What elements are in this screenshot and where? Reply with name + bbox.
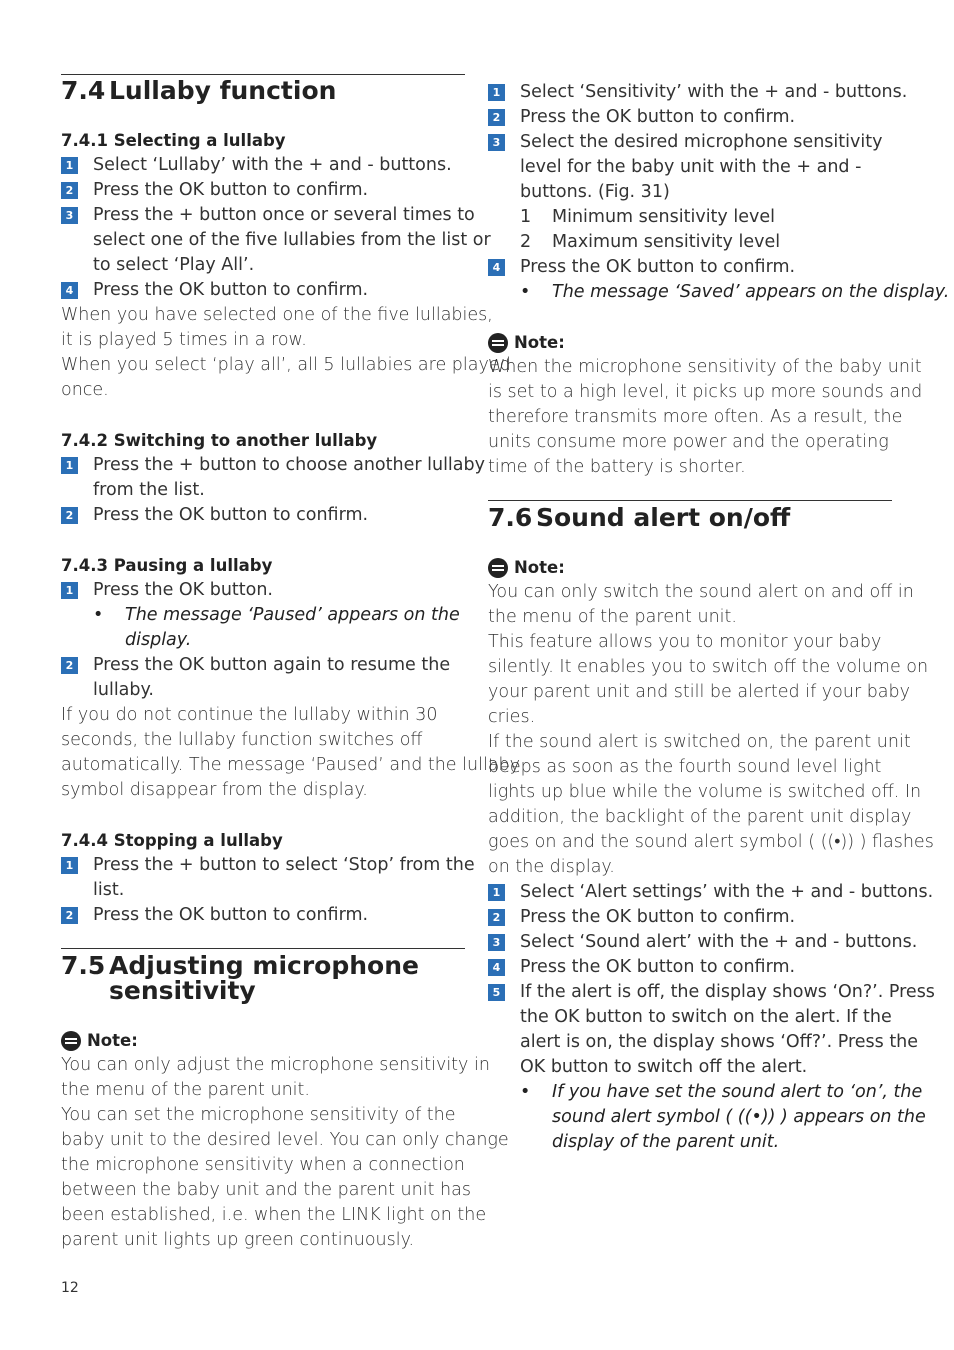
note-heading [61,1028,465,1053]
step-number-badge: 3 [61,207,78,224]
paragraph-line: parent unit lights up green continuously. [61,1230,415,1250]
step-text: Select ‘Sensitivity’ with the + and - buttons. [520,82,908,102]
paragraph-line: You can set the microphone sensitivity of the [61,1105,456,1125]
step-text: Press the OK button to confirm. [520,107,796,127]
step-text: level for the baby unit with the + and - [520,157,862,177]
step-text: select one of the five lullabies from the list or [93,230,491,250]
bullet-item [488,280,950,305]
step-text: If the alert is off, the display shows ‘On?’. Press [520,982,935,1002]
note-label: Note: [514,558,565,577]
paragraph-line: beeps as soon as the fourth sound level light [488,757,882,777]
step-text: buttons. (Fig. 31) [520,182,670,202]
step-item [61,278,465,303]
step-number-badge: 1 [61,157,78,174]
bullet-dot: • [520,1082,531,1102]
step-text: Press the OK button to confirm. [93,280,369,300]
paragraph-line: If you do not continue the lullaby within 30 [61,705,438,725]
bullet-text: If you have set the sound alert to ‘on’, the [552,1082,923,1102]
paragraph-line: You can only adjust the microphone sensitivity in [61,1055,490,1075]
section-rule [61,948,465,949]
step-text: the OK button to switch on the alert. If the [520,1007,892,1027]
step-text: from the list. [93,480,205,500]
step-number-badge: 1 [61,457,78,474]
bullet-dot: • [93,605,104,625]
step-item [488,980,935,1080]
step-text: OK button to switch off the alert. [520,1057,808,1077]
step-number-badge: 1 [488,884,505,901]
note-heading [488,555,892,580]
bullet-dot: • [520,282,531,302]
section-title-line: Adjusting microphone [109,951,419,980]
subsection-heading-7-4-4: 7.4.4 Stopping a lullaby [61,831,283,850]
step-item [488,905,892,930]
paragraph-line: goes on and the sound alert symbol ( ((•)) ) flashes [488,832,934,852]
step-text: to select ‘Play All’. [93,255,255,275]
step-item [61,153,465,178]
section-heading-7-4 [61,78,465,103]
paragraph-line: been established, i.e. when the LINK light on the [61,1205,487,1225]
step-item [488,955,892,980]
paragraph-line: When you have selected one of the five lullabies, [61,305,493,325]
paragraph-line: automatically. The message ‘Paused’ and the lullaby [61,755,521,775]
step-number-badge: 2 [61,657,78,674]
step-text: Press the OK button to confirm. [520,907,796,927]
paragraph-line: This feature allows you to monitor your baby [488,632,882,652]
paragraph-line: between the baby unit and the parent unit has [61,1180,471,1200]
paragraph-line: the menu of the parent unit. [488,607,737,627]
bullet-text: The message ‘Paused’ appears on the [125,605,460,625]
step-text: Press the OK button to confirm. [93,505,369,525]
paragraph-line: units consume more power and the operating [488,432,889,452]
step-text: Select ‘Sound alert’ with the + and - buttons. [520,932,918,952]
step-text: Press the OK button to confirm. [93,905,369,925]
step-text: Press the + button once or several times to [93,205,475,225]
step-text: Press the OK button to confirm. [520,957,796,977]
step-item [488,80,908,105]
section-title-line: sensitivity [109,976,256,1005]
note-icon [488,333,508,353]
step-item [61,578,465,603]
subsection-heading-7-4-3: 7.4.3 Pausing a lullaby [61,556,273,575]
section-number: 7.4 [61,76,106,105]
note-label: Note: [87,1031,138,1050]
step-number-badge: 4 [488,959,505,976]
paragraph-line: If the sound alert is switched on, the parent unit [488,732,911,752]
bullet-text: display of the parent unit. [552,1132,780,1152]
subsection-heading-7-4-2: 7.4.2 Switching to another lullaby [61,431,378,450]
step-text: Select the desired microphone sensitivity [520,132,883,152]
step-item [61,178,465,203]
step-number-badge: 3 [488,934,505,951]
subsection-heading-7-4-1: 7.4.1 Selecting a lullaby [61,131,286,150]
step-text: Press the OK button to confirm. [520,257,796,277]
section-heading-7-6 [488,505,892,530]
step-text: lullaby. [93,680,154,700]
bullet-item [488,1080,926,1155]
step-number-badge: 2 [61,907,78,924]
step-text: Select ‘Lullaby’ with the + and - buttons. [93,155,452,175]
paragraph-line: time of the battery is shorter. [488,457,746,477]
paragraph-line: lights up blue while the volume is switched off. In [488,782,922,802]
paragraph-line: the menu of the parent unit. [61,1080,310,1100]
paragraph-line: is set to a high level, it picks up more sounds and [488,382,923,402]
paragraph-line: addition, the backlight of the parent unit display [488,807,912,827]
step-text: Press the + button to select ‘Stop’ from the [93,855,475,875]
paragraph-line: baby unit to the desired level. You can only change [61,1130,509,1150]
paragraph-line: silently. It enables you to switch off the volume on [488,657,929,677]
section-rule [61,74,465,75]
level-number: 2 [520,232,532,252]
section-title [109,953,465,1003]
step-number-badge: 2 [488,909,505,926]
step-item [61,853,475,903]
section-number: 7.6 [488,503,533,532]
level-number: 1 [520,207,532,227]
right-column [488,80,950,1155]
step-number-badge: 1 [488,84,505,101]
step-text: Press the + button to choose another lullaby [93,455,485,475]
step-item [61,653,465,703]
section-title: Lullaby function [109,76,337,105]
step-item [488,130,892,205]
bullet-text: display. [125,630,192,650]
sensitivity-level-item [488,230,892,255]
paragraph-line: the microphone sensitivity when a connection [61,1155,465,1175]
step-number-badge: 5 [488,984,505,1001]
paragraph-line: cries. [488,707,536,727]
step-number-badge: 2 [61,507,78,524]
paragraph-line: When you select ‘play all’, all 5 lullabies are played [61,355,511,375]
step-number-badge: 4 [488,259,505,276]
section-number: 7.5 [61,951,106,980]
paragraph-line: You can only switch the sound alert on and off in [488,582,914,602]
paragraph-line: therefore transmits more often. As a result, the [488,407,903,427]
step-text: Press the OK button. [93,580,273,600]
paragraph-line: your parent unit and still be alerted if your baby [488,682,910,702]
paragraph-line: on the display. [488,857,615,877]
step-number-badge: 2 [488,109,505,126]
step-number-badge: 2 [61,182,78,199]
step-number-badge: 1 [61,582,78,599]
step-item [488,105,892,130]
section-rule [488,500,892,501]
paragraph-line: it is played 5 times in a row. [61,330,307,350]
note-icon [61,1031,81,1051]
step-item [61,453,485,503]
note-label: Note: [514,333,565,352]
paragraph-line: symbol disappear from the display. [61,780,368,800]
step-text: Press the OK button to confirm. [93,180,369,200]
bullet-text: The message ‘Saved’ appears on the display. [552,282,950,302]
step-item [488,255,892,280]
note-icon [488,558,508,578]
section-title: Sound alert on/off [536,503,791,532]
step-number-badge: 1 [61,857,78,874]
step-item [488,880,934,905]
paragraph-line: When the microphone sensitivity of the baby unit [488,357,922,377]
step-item [61,903,465,928]
note-heading [488,330,892,355]
paragraph-line: once. [61,380,109,400]
step-text: list. [93,880,125,900]
paragraph-line: seconds, the lullaby function switches off [61,730,423,750]
step-number-badge: 4 [61,282,78,299]
step-item [488,930,918,955]
step-text: Press the OK button again to resume the [93,655,451,675]
section-heading-7-5 [61,953,465,1003]
bullet-item [61,603,465,653]
step-text: alert is on, the display shows ‘Off?’. Press the [520,1032,919,1052]
level-text: Minimum sensitivity level [552,207,775,227]
level-text: Maximum sensitivity level [552,232,781,252]
step-item [61,503,465,528]
step-number-badge: 3 [488,134,505,151]
bullet-text: sound alert symbol ( ((•)) ) appears on the [552,1107,926,1127]
sensitivity-level-item [488,205,892,230]
step-item [61,203,491,278]
step-text: Select ‘Alert settings’ with the + and - buttons. [520,882,934,902]
page-number: 12 [61,1280,79,1296]
